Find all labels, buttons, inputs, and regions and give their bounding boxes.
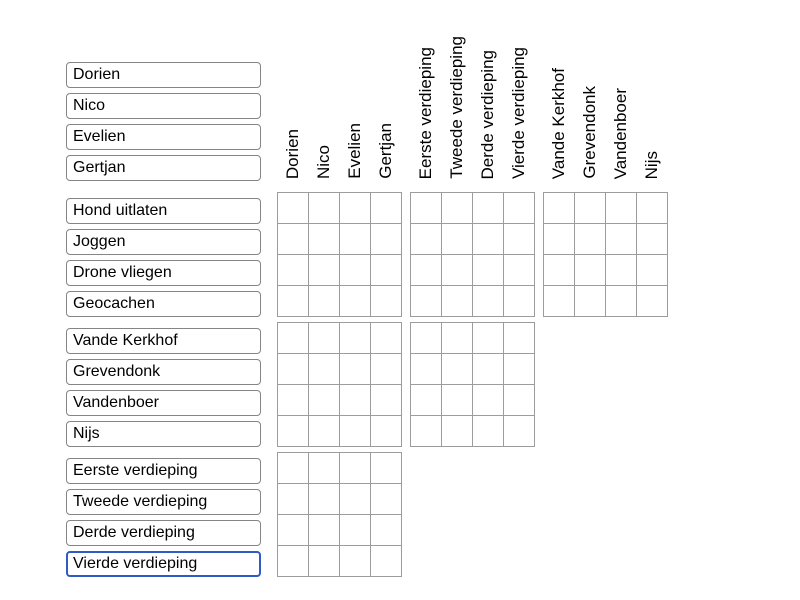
grid-cell[interactable] <box>309 416 340 447</box>
row-label-box[interactable]: Joggen <box>66 229 261 255</box>
grid-activities-by-floors <box>410 192 535 317</box>
grid-cell[interactable] <box>442 323 473 354</box>
grid-activities-by-names <box>277 192 402 317</box>
grid-cell[interactable] <box>442 193 473 224</box>
column-label: Eerste verdieping <box>415 46 435 179</box>
grid-cell[interactable] <box>371 385 402 416</box>
row-label-box[interactable]: Evelien <box>66 124 261 150</box>
grid-cell[interactable] <box>371 453 402 484</box>
grid-cell[interactable] <box>575 224 606 255</box>
grid-cell[interactable] <box>575 193 606 224</box>
column-label-cell <box>606 0 637 179</box>
grid-cell[interactable] <box>473 255 504 286</box>
grid-cell[interactable] <box>309 515 340 546</box>
grid-cell[interactable] <box>504 416 535 447</box>
column-label-cell <box>340 0 371 179</box>
grid-cell[interactable] <box>371 255 402 286</box>
grid-cell[interactable] <box>504 323 535 354</box>
grid-surnames-by-names <box>277 322 402 447</box>
grid-cell[interactable] <box>544 286 575 317</box>
grid-cell[interactable] <box>504 385 535 416</box>
grid-cell[interactable] <box>637 255 668 286</box>
grid-cell[interactable] <box>371 354 402 385</box>
grid-cell[interactable] <box>371 323 402 354</box>
column-label-cell <box>574 0 605 179</box>
column-label-cell <box>371 0 402 179</box>
grid-cell[interactable] <box>340 453 371 484</box>
grid-cell[interactable] <box>278 193 309 224</box>
grid-cell[interactable] <box>278 323 309 354</box>
grid-cell[interactable] <box>637 286 668 317</box>
column-label: Dorien <box>282 128 302 179</box>
row-label-box[interactable]: Nico <box>66 93 261 119</box>
grid-cell[interactable] <box>371 193 402 224</box>
row-label-box[interactable]: Dorien <box>66 62 261 88</box>
column-label-cell <box>637 0 668 179</box>
grid-cell[interactable] <box>411 286 442 317</box>
grid-cell[interactable] <box>473 416 504 447</box>
grid-cell[interactable] <box>340 416 371 447</box>
row-label-box[interactable]: Hond uitlaten <box>66 198 261 224</box>
grid-cell[interactable] <box>473 224 504 255</box>
grid-cell[interactable] <box>278 453 309 484</box>
grid-cell[interactable] <box>442 354 473 385</box>
grid-cell[interactable] <box>473 354 504 385</box>
grid-cell[interactable] <box>278 385 309 416</box>
grid-cell[interactable] <box>340 323 371 354</box>
grid-cell[interactable] <box>473 323 504 354</box>
grid-cell[interactable] <box>309 255 340 286</box>
grid-cell[interactable] <box>544 224 575 255</box>
grid-cell[interactable] <box>278 416 309 447</box>
row-label-box[interactable]: Drone vliegen <box>66 260 261 286</box>
row-label-box[interactable]: Vande Kerkhof <box>66 328 261 354</box>
row-label-box[interactable]: Geocachen <box>66 291 261 317</box>
column-label-cell <box>543 0 574 179</box>
column-label-cell <box>410 0 441 179</box>
grid-cell[interactable] <box>309 286 340 317</box>
row-labels-activities <box>66 198 261 317</box>
grid-cell[interactable] <box>371 224 402 255</box>
row-label-box[interactable]: Derde verdieping <box>66 520 261 546</box>
column-label: Grevendonk <box>579 86 599 179</box>
row-label-box[interactable]: Grevendonk <box>66 359 261 385</box>
grid-cell[interactable] <box>309 385 340 416</box>
grid-cell[interactable] <box>504 193 535 224</box>
grid-cell[interactable] <box>442 224 473 255</box>
grid-cell[interactable] <box>340 286 371 317</box>
column-label-cell <box>441 0 472 179</box>
grid-cell[interactable] <box>473 193 504 224</box>
row-label-box[interactable]: Vandenboer <box>66 390 261 416</box>
grid-cell[interactable] <box>309 323 340 354</box>
row-label-box[interactable]: Nijs <box>66 421 261 447</box>
grid-cell[interactable] <box>278 484 309 515</box>
grid-cell[interactable] <box>411 255 442 286</box>
grid-cell[interactable] <box>606 224 637 255</box>
row-label-box[interactable]: Gertjan <box>66 155 261 181</box>
grid-cell[interactable] <box>504 224 535 255</box>
grid-cell[interactable] <box>371 546 402 577</box>
grid-cell[interactable] <box>504 286 535 317</box>
grid-cell[interactable] <box>371 484 402 515</box>
grid-cell[interactable] <box>544 255 575 286</box>
grid-cell[interactable] <box>309 484 340 515</box>
grid-cell[interactable] <box>340 385 371 416</box>
grid-cell[interactable] <box>442 255 473 286</box>
grid-cell[interactable] <box>606 286 637 317</box>
grid-cell[interactable] <box>309 354 340 385</box>
grid-cell[interactable] <box>278 515 309 546</box>
column-label: Derde verdieping <box>478 49 498 179</box>
column-label: Vierde verdieping <box>509 47 529 179</box>
grid-cell[interactable] <box>411 385 442 416</box>
grid-cell[interactable] <box>278 286 309 317</box>
grid-cell[interactable] <box>637 224 668 255</box>
grid-cell[interactable] <box>606 193 637 224</box>
column-label: Vande Kerkhof <box>548 67 568 179</box>
grid-cell[interactable] <box>278 255 309 286</box>
column-label: Evelien <box>345 123 365 179</box>
grid-floors-by-names <box>277 452 402 577</box>
column-label-cell <box>473 0 504 179</box>
grid-cell[interactable] <box>340 354 371 385</box>
grid-cell[interactable] <box>575 286 606 317</box>
grid-cell[interactable] <box>340 193 371 224</box>
column-label: Gertjan <box>376 123 396 179</box>
column-labels-names <box>277 0 402 179</box>
grid-cell[interactable] <box>575 255 606 286</box>
row-labels-names <box>66 62 261 181</box>
grid-cell[interactable] <box>309 453 340 484</box>
grid-cell[interactable] <box>371 286 402 317</box>
grid-cell[interactable] <box>278 546 309 577</box>
column-label: Nico <box>313 144 333 179</box>
grid-activities-by-surnames <box>543 192 668 317</box>
grid-cell[interactable] <box>309 193 340 224</box>
grid-cell[interactable] <box>278 224 309 255</box>
grid-cell[interactable] <box>473 286 504 317</box>
column-label: Vandenboer <box>611 87 631 179</box>
grid-cell[interactable] <box>309 224 340 255</box>
column-label: Nijs <box>642 150 662 179</box>
grid-cell[interactable] <box>442 385 473 416</box>
grid-cell[interactable] <box>504 354 535 385</box>
row-labels-floors <box>66 458 261 577</box>
grid-surnames-by-floors <box>410 322 535 447</box>
grid-cell[interactable] <box>473 385 504 416</box>
grid-cell[interactable] <box>340 255 371 286</box>
grid-cell[interactable] <box>411 416 442 447</box>
column-label-cell <box>504 0 535 179</box>
row-label-box[interactable]: Tweede verdieping <box>66 489 261 515</box>
grid-cell[interactable] <box>411 323 442 354</box>
row-labels-surnames <box>66 328 261 447</box>
grid-cell[interactable] <box>544 193 575 224</box>
grid-cell[interactable] <box>340 515 371 546</box>
grid-cell[interactable] <box>371 515 402 546</box>
grid-cell[interactable] <box>637 193 668 224</box>
grid-cell[interactable] <box>340 484 371 515</box>
grid-cell[interactable] <box>606 255 637 286</box>
row-label-box-focused[interactable]: Vierde verdieping <box>66 551 261 577</box>
grid-cell[interactable] <box>340 546 371 577</box>
grid-cell[interactable] <box>504 255 535 286</box>
column-labels-floors <box>410 0 535 179</box>
column-label-cell <box>308 0 339 179</box>
grid-cell[interactable] <box>278 354 309 385</box>
grid-cell[interactable] <box>442 416 473 447</box>
grid-cell[interactable] <box>309 546 340 577</box>
grid-cell[interactable] <box>340 224 371 255</box>
column-label: Tweede verdieping <box>446 36 466 179</box>
grid-cell[interactable] <box>371 416 402 447</box>
grid-cell[interactable] <box>411 354 442 385</box>
grid-cell[interactable] <box>411 224 442 255</box>
column-label-cell <box>277 0 308 179</box>
grid-cell[interactable] <box>411 193 442 224</box>
grid-cell[interactable] <box>442 286 473 317</box>
column-labels-surnames <box>543 0 668 179</box>
row-label-box[interactable]: Eerste verdieping <box>66 458 261 484</box>
